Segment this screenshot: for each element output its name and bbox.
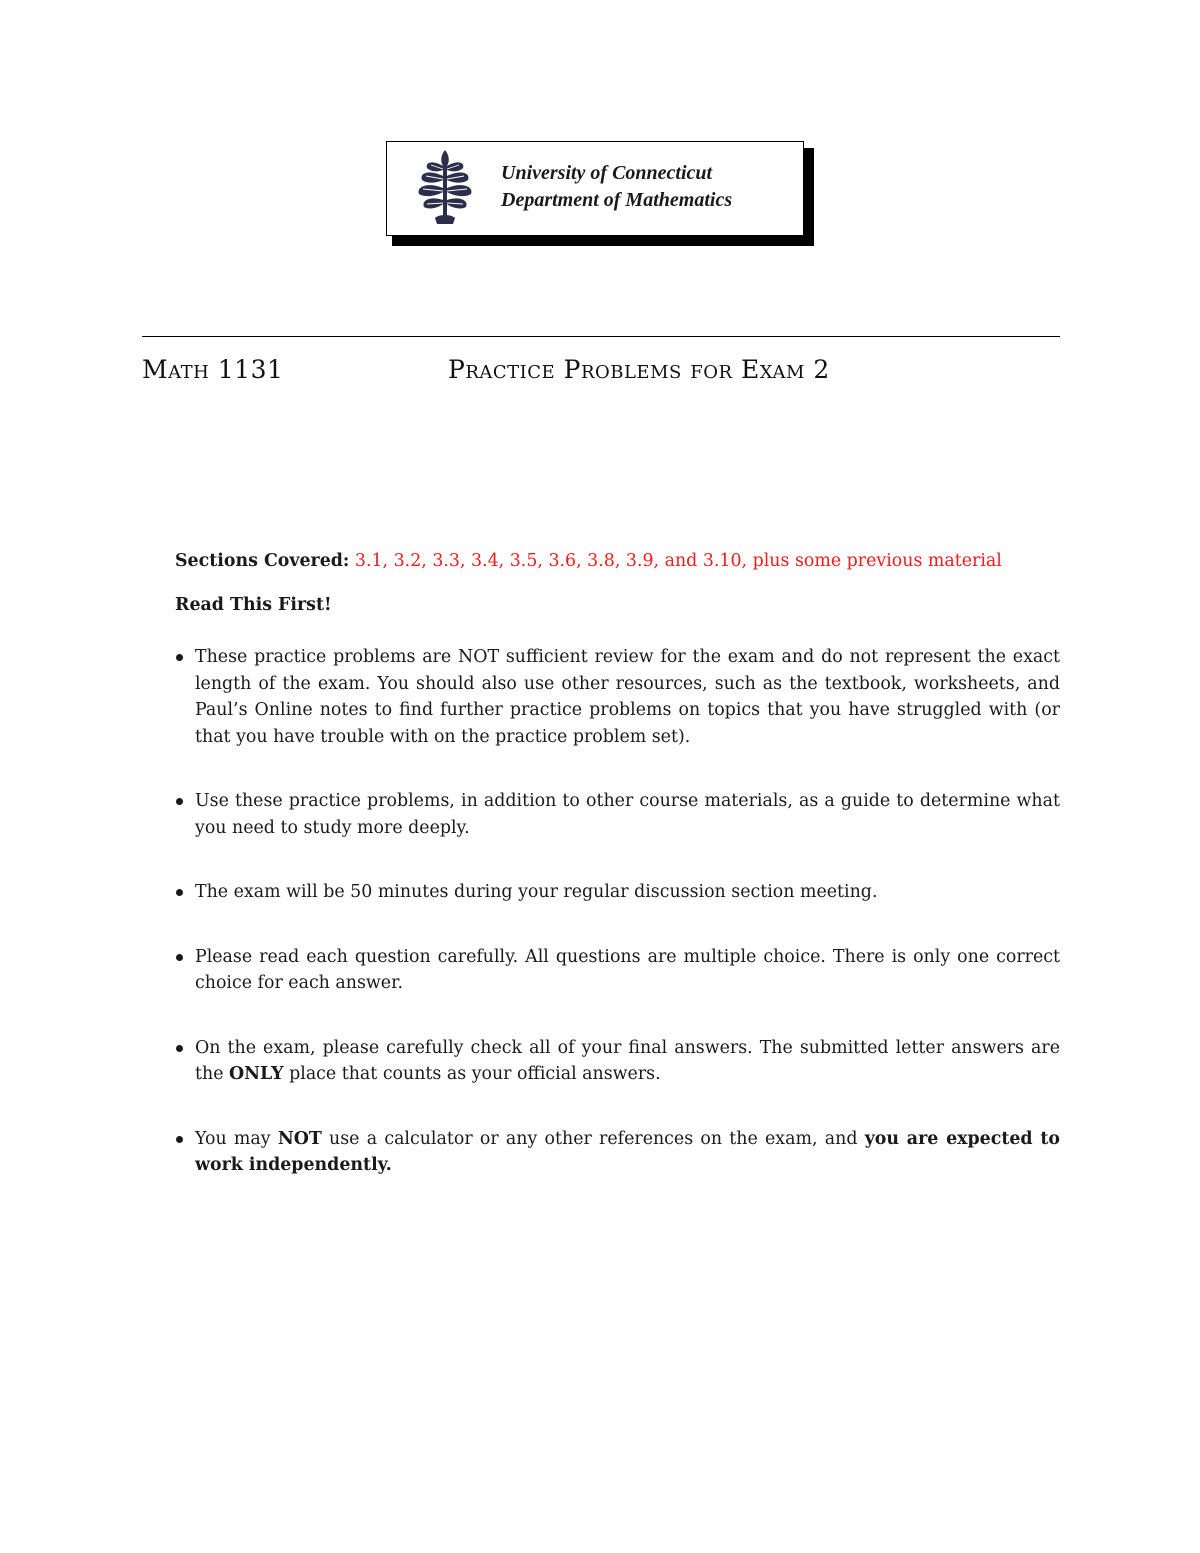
instruction-text: On the exam, please carefully check all of your final answers. The submitted letter answers are the xyxy=(195,1037,1060,1084)
instruction-item xyxy=(175,644,1060,750)
sections-label: Sections Covered: xyxy=(175,551,350,571)
instructions-list xyxy=(175,644,1060,1179)
emphasis-only: ONLY xyxy=(229,1064,284,1084)
instruction-text: You may xyxy=(195,1128,278,1149)
title-rule xyxy=(142,336,1060,337)
document-title: Practice Problems for Exam 2 xyxy=(448,355,830,384)
department-name: Department of Mathematics xyxy=(501,189,733,211)
instruction-text: These practice problems are NOT sufficient review for the exam and do not represent the exact length of the exam. You should also use other resources, such as the textbook, worksheets, and Paul’s Online notes to find further practice problems on topics that you have struggled with (or that you have trouble with on the practice problem set). xyxy=(195,647,1060,747)
read-first-heading: Read This First! xyxy=(175,594,332,615)
instruction-item xyxy=(175,944,1060,997)
sections-covered xyxy=(175,548,1060,575)
instruction-item xyxy=(175,788,1060,841)
instruction-item xyxy=(175,879,1060,906)
instruction-text: use a calculator or any other references on the exam, and xyxy=(321,1128,865,1149)
instruction-text: The exam will be 50 minutes during your regular discussion section meeting. xyxy=(195,882,878,902)
header-text xyxy=(501,160,732,214)
header-box xyxy=(386,141,804,236)
instruction-item xyxy=(175,1126,1060,1179)
sections-value: 3.1, 3.2, 3.3, 3.4, 3.5, 3.6, 3.8, 3.9, and 3.10, plus some previous material xyxy=(354,551,1002,571)
instruction-text: Please read each question carefully. All questions are multiple choice. There is only one correct choice for each answer. xyxy=(195,946,1060,993)
document-body xyxy=(175,548,1060,1217)
course-title: Math 1131 xyxy=(142,355,284,384)
instruction-text: Use these practice problems, in addition to other course materials, as a guide to determine what you need to study more deeply. xyxy=(195,791,1060,838)
instruction-item xyxy=(175,1035,1060,1088)
instruction-text: place that counts as your official answers. xyxy=(283,1064,661,1084)
uconn-oak-leaf-icon xyxy=(413,148,477,228)
emphasis-independent: you are expected to work independently. xyxy=(195,1128,1060,1175)
emphasis-not: NOT xyxy=(277,1128,322,1149)
university-name: University of Connecticut xyxy=(501,162,713,184)
